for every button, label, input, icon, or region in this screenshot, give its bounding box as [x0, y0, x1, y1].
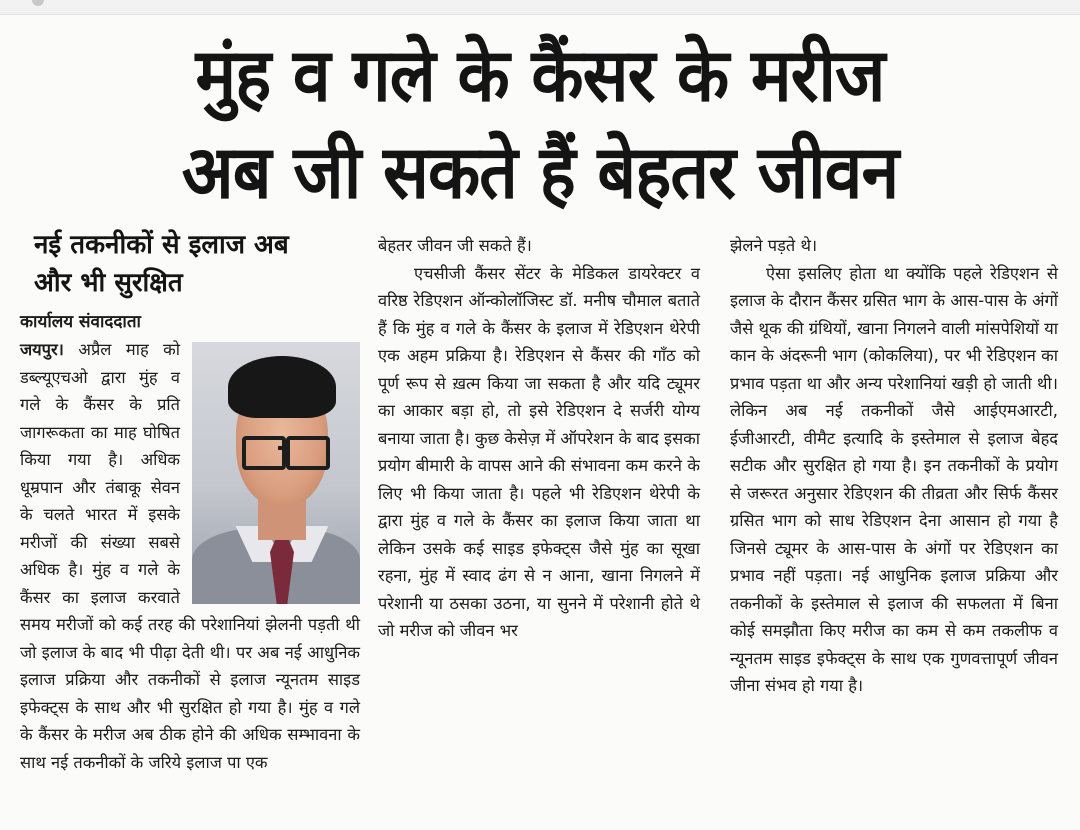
photo-glasses-left — [242, 436, 286, 470]
column-2-paragraph-1: बेहतर जीवन जी सकते हैं। — [378, 236, 532, 255]
column-3-paragraph-1: झेलने पड़ते थे। — [730, 236, 818, 255]
edge-mark — [32, 0, 44, 6]
photo-glasses-bridge — [278, 446, 290, 450]
byline: कार्यालय संवाददाता — [20, 312, 141, 332]
column-2-paragraph-2 — [378, 260, 700, 645]
photo-wrap-spacer — [0, 396, 70, 660]
subheadline-line-2: और भी सुरक्षित — [34, 268, 183, 298]
top-edge — [0, 0, 1080, 15]
column-3 — [730, 232, 1058, 700]
headline-line-2: अब जी सकते हैं बेहतर जीवन — [181, 130, 899, 216]
photo-hair — [228, 356, 336, 418]
column-3-paragraph-2: ऐसा इसलिए होता था क्योंकि पहले रेडिएशन से इलाज के दौरान कैंसर ग्रसित भाग के आस-पास के अंगों जैसे थूक की ग्रंथियों, खाना निगलने वाली मांसपेशियों या कान के अंदरूनी भाग (कोकलिया), पर भी रेडिएशन का प्रभाव पड़ता था और अन्य परेशानियां खड़ी हो जाती थी। लेकिन अब नई तकनीकों जैसे आईएमआरटी, ईजीआरटी, वीमैट इत्यादि के इस्तेमाल से इलाज बेहद सटीक और सुरक्षित हो गया है। इन तकनीकों के प्रयोग से जरूरत अनुसार रेडिएशन की तीव्रता और सिर्फ कैंसर ग्रसित भाग को साध रेडिएशन देना आसान हो गया है जिनसे ट्यूमर के आस-पास के अंगों पर रेडिएशन का प्रभाव नहीं पड़ता। नई आधुनिक इलाज प्रक्रिया और तकनीकों के इस्तेमाल से इलाज की सफलता में बिना कोई समझौता किए मरीज का कम से कम तकलीफ व न्यूनतम साइड इफेक्ट्स के साथ एक गुणवत्तापूर्ण जीवन जीना संभव हो गया है। — [730, 263, 1058, 695]
subheadline — [34, 226, 360, 302]
photo-neck — [258, 500, 306, 540]
headline — [20, 28, 1060, 222]
column-2-text: एचसीजी कैंसर सेंटर के मेडिकल डायरेक्टर व वरिष्ठ रेडिएशन ऑन्कोलॉजिस्ट डॉ. मनीष चौमाल बताते हैं कि मुंह व गले के कैंसर के इलाज में रेडिएशन थेरेपी एक अहम प्रक्रिया है। रेडिएशन से कैंसर की गाँठ को पूर्ण रूप से ख़त्म किया जा सकता है और यदि ट्यूमर का आकार बड़ा हो, तो इसे रेडिएशन दे सर्जरी योग्य बनाया जाता है। कुछ केसेज़ में ऑपरेशन के बाद इसका प्रयोग बीमारी के वापस आने की संभावना कम करने के लिए भी किया जाता है। पहले भी रेडिएशन थेरेपी के द्वारा मुंह व गले के कैंसर का इलाज किया जाता था लेकिन उसके कई साइड इफेक्ट्स जैसे मुंह का सूखा रहना, मुंह में स्वाद ढंग से न आना, खाना निगलने में परेशानी या ठसका उठना, या सुनने में परेशानी होते थे जो मरीज को जीवन भर — [378, 263, 700, 640]
dateline: जयपुर। — [20, 340, 64, 359]
column-1-paragraph — [20, 336, 360, 776]
headline-line-1: मुंह व गले के कैंसर के मरीज — [195, 33, 885, 119]
column-1-text: अप्रैल माह को डब्ल्यूएचओ द्वारा मुंह व गले के कैंसर के प्रति जागरूकता का माह घोषित किया गया है। अधिक धूम्रपान और तंबाकू सेवन के चलते भारत में इसके मरीजों की संख्या सबसे अधिक है। मुंह व गले के कैंसर का इलाज करवाते समय मरीजों को कई तरह की परेशानियां झेलनी पड़ती थी जो इलाज के बाद भी पीढ़ा देती थी। पर अब नई आधुनिक इलाज प्रक्रिया और तकनीकों से इलाज न्यूनतम साइड इफेक्ट्स के साथ और भी सुरक्षित हो गया है। मुंह व गले के कैंसर के मरीज अब ठीक होने की अधिक सम्भावना के साथ नई तकनीकों के जरिये इलाज पा एक — [20, 340, 360, 772]
doctor-portrait-photo — [192, 342, 360, 604]
column-2 — [378, 232, 700, 660]
subheadline-line-1: नई तकनीकों से इलाज अब — [34, 230, 289, 260]
photo-glasses-right — [286, 436, 330, 470]
column-1 — [20, 224, 360, 776]
